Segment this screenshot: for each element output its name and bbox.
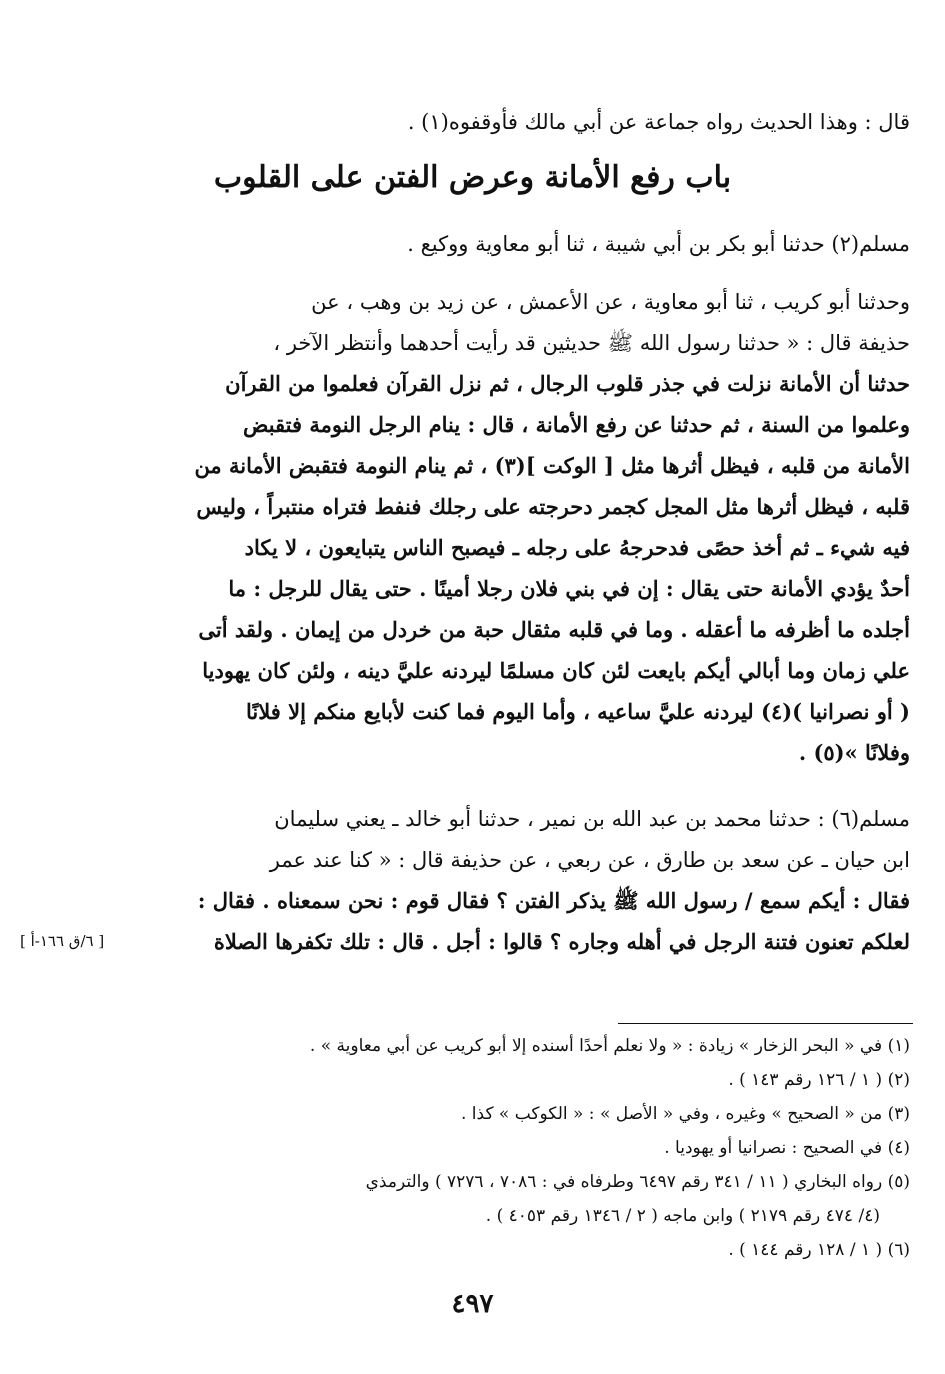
para1-line: الأمانة من قلبه ، فيظل أثرها مثل [ الوكت ](٣) ، ثم ينام النومة فتقبض الأمانة من [194, 453, 910, 478]
footnote: (٦) ( ١ / ١٢٨ رقم ١٤٤ ) . [728, 1240, 910, 1260]
para2-line: ابن حيان ـ عن سعد بن طارق ، عن ربعي ، عن حذيفة قال : « كنا عند عمر [269, 848, 910, 872]
top-line: قال : وهذا الحديث رواه جماعة عن أبي مالك فأوقفوه(١) . [407, 110, 910, 134]
footnote: (٥) رواه البخاري ( ١١ / ٣٤١ رقم ٦٤٩٧ وطرفاه في : ٧٠٨٦ ، ٧٢٧٦ ) والترمذي [365, 1172, 910, 1192]
chapter-title: باب رفع الأمانة وعرض الفتن على القلوب [213, 160, 732, 195]
footnote: (١) في « البحر الزخار » زيادة : « ولا نعلم أحدًا أسنده إلا أبو كريب عن أبي معاوية » . [309, 1036, 910, 1056]
para1-line: أجلده ما أظرفه ما أعقله . وما في قلبه مثقال حبة من خردل من إيمان . ولقد أتى [198, 617, 910, 642]
para1-line: أحدٌ يؤدي الأمانة حتى يقال : إن في بني فلان رجلا أمينًا . حتى يقال للرجل : ما [228, 576, 910, 601]
para2-line: فقال : أيكم سمع / رسول الله ﷺ يذكر الفتن ؟ فقال قوم : نحن سمعناه . فقال : [197, 888, 910, 913]
para2-line: لعلكم تعنون فتنة الرجل في أهله وجاره ؟ قالوا : أجل . قال : تلك تكفرها الصلاة [213, 929, 910, 954]
footnote: (٢) ( ١ / ١٢٦ رقم ١٤٣ ) . [728, 1070, 910, 1090]
para1-line: حدثنا أن الأمانة نزلت في جذر قلوب الرجال ، ثم نزل القرآن فعلموا من القرآن [225, 371, 910, 396]
footnote-continuation: (٤/ ٤٧٤ رقم ٢١٧٩ ) وابن ماجه ( ٢ / ١٣٤٦ رقم ٤٠٥٣ ) . [485, 1206, 880, 1226]
footnote-separator [618, 1023, 913, 1024]
para1-line: وعلموا من السنة ، ثم حدثنا عن رفع الأمانة ، قال : ينام الرجل النومة فتقبض [242, 412, 910, 437]
para1-line: قلبه ، فيظل أثرها مثل المجل كجمر دحرجته على رجلك فنفط فتراه منتبراً ، وليس [196, 494, 910, 519]
para1-line: علي زمان وما أبالي أيكم بايعت لئن كان مسلمًا ليردنه عليَّ دينه ، ولئن كان يهوديا [202, 658, 910, 683]
para1-line: وفلانًا »(٥) . [798, 740, 910, 765]
footnote: (٣) من « الصحيح » وغيره ، وفي « الأصل » : « الكوكب » كذا . [460, 1104, 910, 1124]
manuscript-folio-note: [ ٦/ق ١٦٦-أ ] [20, 932, 105, 950]
para1-line: فيه شيء ـ ثم أخذ حصًى فدحرجهُ على رجله ـ فيصبح الناس يتبايعون ، لا يكاد [244, 535, 910, 560]
para1-line: حذيفة قال : « حدثنا رسول الله ﷺ حديثين قد رأيت أحدهما وأنتظر الآخر ، [273, 331, 910, 355]
para1-line: وحدثنا أبو كريب ، ثنا أبو معاوية ، عن الأعمش ، عن زيد بن وهب ، عن [311, 290, 910, 314]
para2-line: مسلم(٦) : حدثنا محمد بن عبد الله بن نمير ، حدثنا أبو خالد ـ يعني سليمان [274, 807, 910, 831]
page-number: ٤٩٧ [451, 1289, 494, 1319]
footnote: (٤) في الصحيح : نصرانيا أو يهوديا . [664, 1138, 910, 1158]
intro-line: مسلم(٢) حدثنا أبو بكر بن أبي شيبة ، ثنا أبو معاوية ووكيع . [407, 232, 910, 256]
para1-line: ( أو نصرانيا )(٤) ليردنه عليَّ ساعيه ، وأما اليوم فما كنت لأبايع منكم إلا فلانًا [246, 699, 910, 724]
